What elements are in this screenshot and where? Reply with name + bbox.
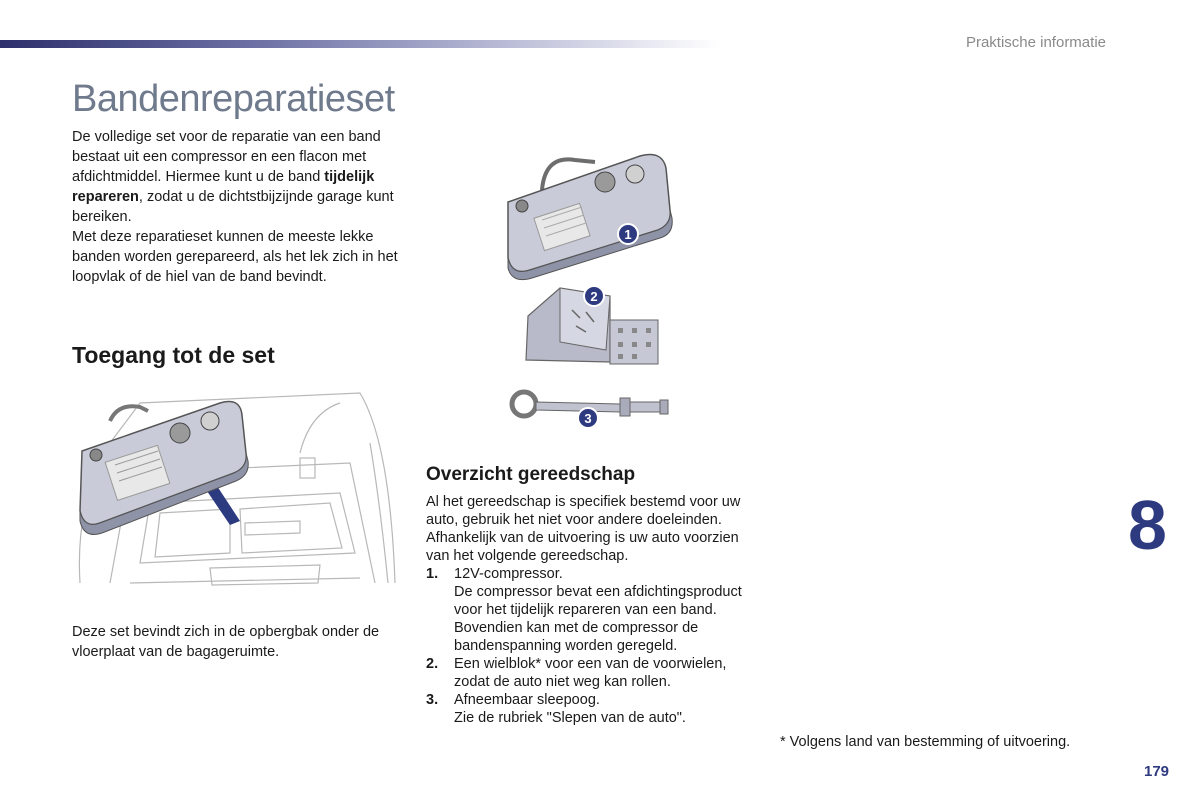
svg-text:3: 3 — [584, 411, 592, 426]
badge-1 — [618, 224, 638, 244]
location-text: Deze set bevindt zich in de opbergbak onder de vloerplaat van de bagageruimte. — [72, 624, 380, 660]
list-item-line: Een wielblok* voor een van de voorwielen, zodat de auto niet weg kan rollen. — [454, 656, 727, 690]
trunk-location-illustration — [70, 383, 400, 605]
badge-3 — [578, 408, 598, 428]
badge-2 — [584, 286, 604, 306]
page-number: 179 — [1144, 763, 1170, 780]
chapter-number: 8 — [1128, 486, 1167, 564]
svg-text:2: 2 — [590, 289, 598, 304]
list-item-number: 1. — [426, 566, 439, 582]
access-heading: Toegang tot de set — [72, 342, 275, 368]
intro-text-part: , zodat u de dichtstbijzijnde garage kunt bereiken. — [72, 189, 394, 225]
list-item-line: Afneembaar sleepoog. — [454, 692, 600, 708]
list-item — [426, 655, 756, 691]
section-header: Praktische informatie — [965, 34, 1106, 51]
tools-heading: Overzicht gereedschap — [426, 464, 636, 485]
intro-bold-phrase: tijdelijk repareren — [72, 169, 375, 205]
list-item — [426, 565, 756, 655]
list-item-number: 3. — [426, 692, 439, 708]
tool-list — [426, 565, 756, 727]
header-gradient-bar — [0, 40, 720, 48]
list-item — [426, 691, 756, 727]
intro-paragraph-1 — [72, 127, 402, 227]
tools-body — [426, 493, 756, 727]
footnote: * Volgens land van bestemming of uitvoering. — [780, 734, 1071, 750]
compressor-illustration — [508, 155, 672, 280]
svg-text:1: 1 — [624, 227, 632, 242]
tools-intro: Al het gereedschap is specifiek bestemd voor uw auto, gebruik het niet voor andere doeleinden. Afhankelijk van de uitvoering is uw auto voorzien van het volgende gereedschap. — [426, 494, 741, 564]
location-note — [72, 622, 407, 662]
list-item-number: 2. — [426, 656, 439, 672]
intro-paragraph-2: Met deze reparatieset kunnen de meeste lekke banden worden gerepareerd, als het lek zich in het loopvlak of de hiel van de band bevindt. — [72, 229, 398, 285]
list-item-line: Zie de rubriek "Slepen van de auto". — [454, 710, 686, 726]
intro-text — [72, 127, 402, 287]
intro-text-part: De volledige set voor de reparatie van een band bestaat uit een compressor en een flacon met afdichtmiddel. Hiermee kunt u de band — [72, 129, 381, 185]
page-title: Bandenreparatieset — [72, 78, 395, 120]
list-item-line: 12V-compressor. — [454, 566, 563, 582]
list-item-line: De compressor bevat een afdichtingsproduct voor het tijdelijk repareren van een band. Bovendien kan met de compressor de bandenspanning worden geregeld. — [454, 584, 742, 654]
tools-illustration — [500, 150, 680, 440]
